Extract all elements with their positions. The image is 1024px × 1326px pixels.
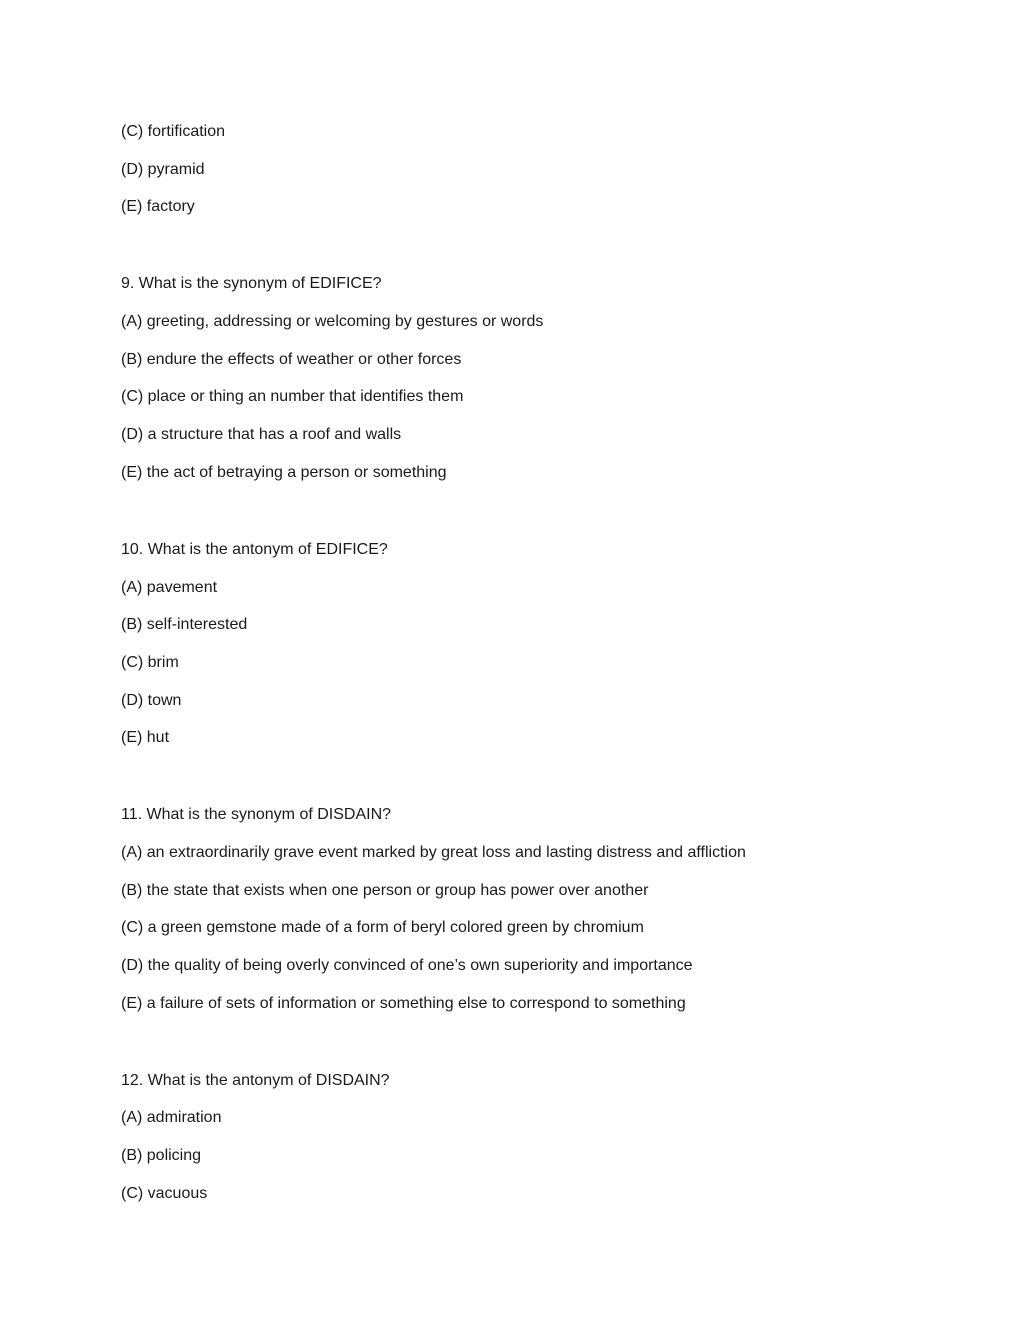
question-11 bbox=[121, 805, 961, 1013]
option-line: (D) a structure that has a roof and walls bbox=[121, 426, 402, 444]
option-line: (A) pavement bbox=[121, 578, 218, 596]
option-line: (E) hut bbox=[121, 729, 170, 747]
option-line: (C) a green gemstone made of a form of beryl colored green by chromium bbox=[121, 919, 644, 937]
option-line: (B) policing bbox=[121, 1147, 202, 1165]
option-line: (C) fortification bbox=[121, 123, 226, 140]
option-line: (A) admiration bbox=[121, 1109, 222, 1127]
option-line: (B) self-interested bbox=[121, 616, 248, 634]
question-text: 11. What is the synonym of DISDAIN? bbox=[121, 806, 392, 824]
option-line: (B) the state that exists when one person or group has power over another bbox=[121, 881, 649, 899]
question-text: 10. What is the antonym of EDIFICE? bbox=[121, 540, 388, 558]
option-line: (E) a failure of sets of information or something else to correspond to something bbox=[121, 994, 686, 1012]
carryover-options bbox=[121, 122, 961, 217]
option-line: (A) greeting, addressing or welcoming by gestures or words bbox=[121, 313, 544, 331]
question-10 bbox=[121, 540, 961, 748]
option-line: (C) brim bbox=[121, 653, 179, 671]
option-line: (D) the quality of being overly convinced of one’s own superiority and importance bbox=[121, 957, 693, 974]
option-line: (C) vacuous bbox=[121, 1184, 208, 1202]
question-text: 12. What is the antonym of DISDAIN? bbox=[121, 1071, 390, 1089]
question-12 bbox=[121, 1071, 961, 1204]
document-page bbox=[121, 122, 961, 1221]
option-line: (E) the act of betraying a person or something bbox=[121, 463, 447, 481]
option-line: (B) endure the effects of weather or other forces bbox=[121, 350, 462, 368]
option-line: (D) town bbox=[121, 691, 182, 709]
option-line: (A) an extraordinarily grave event marked by great loss and lasting distress and affliction bbox=[121, 843, 746, 861]
option-line: (D) pyramid bbox=[121, 160, 205, 178]
question-text: 9. What is the synonym of EDIFICE? bbox=[121, 275, 382, 293]
option-line: (E) factory bbox=[121, 198, 195, 216]
question-9 bbox=[121, 274, 961, 482]
option-line: (C) place or thing an number that identifies them bbox=[121, 388, 464, 406]
